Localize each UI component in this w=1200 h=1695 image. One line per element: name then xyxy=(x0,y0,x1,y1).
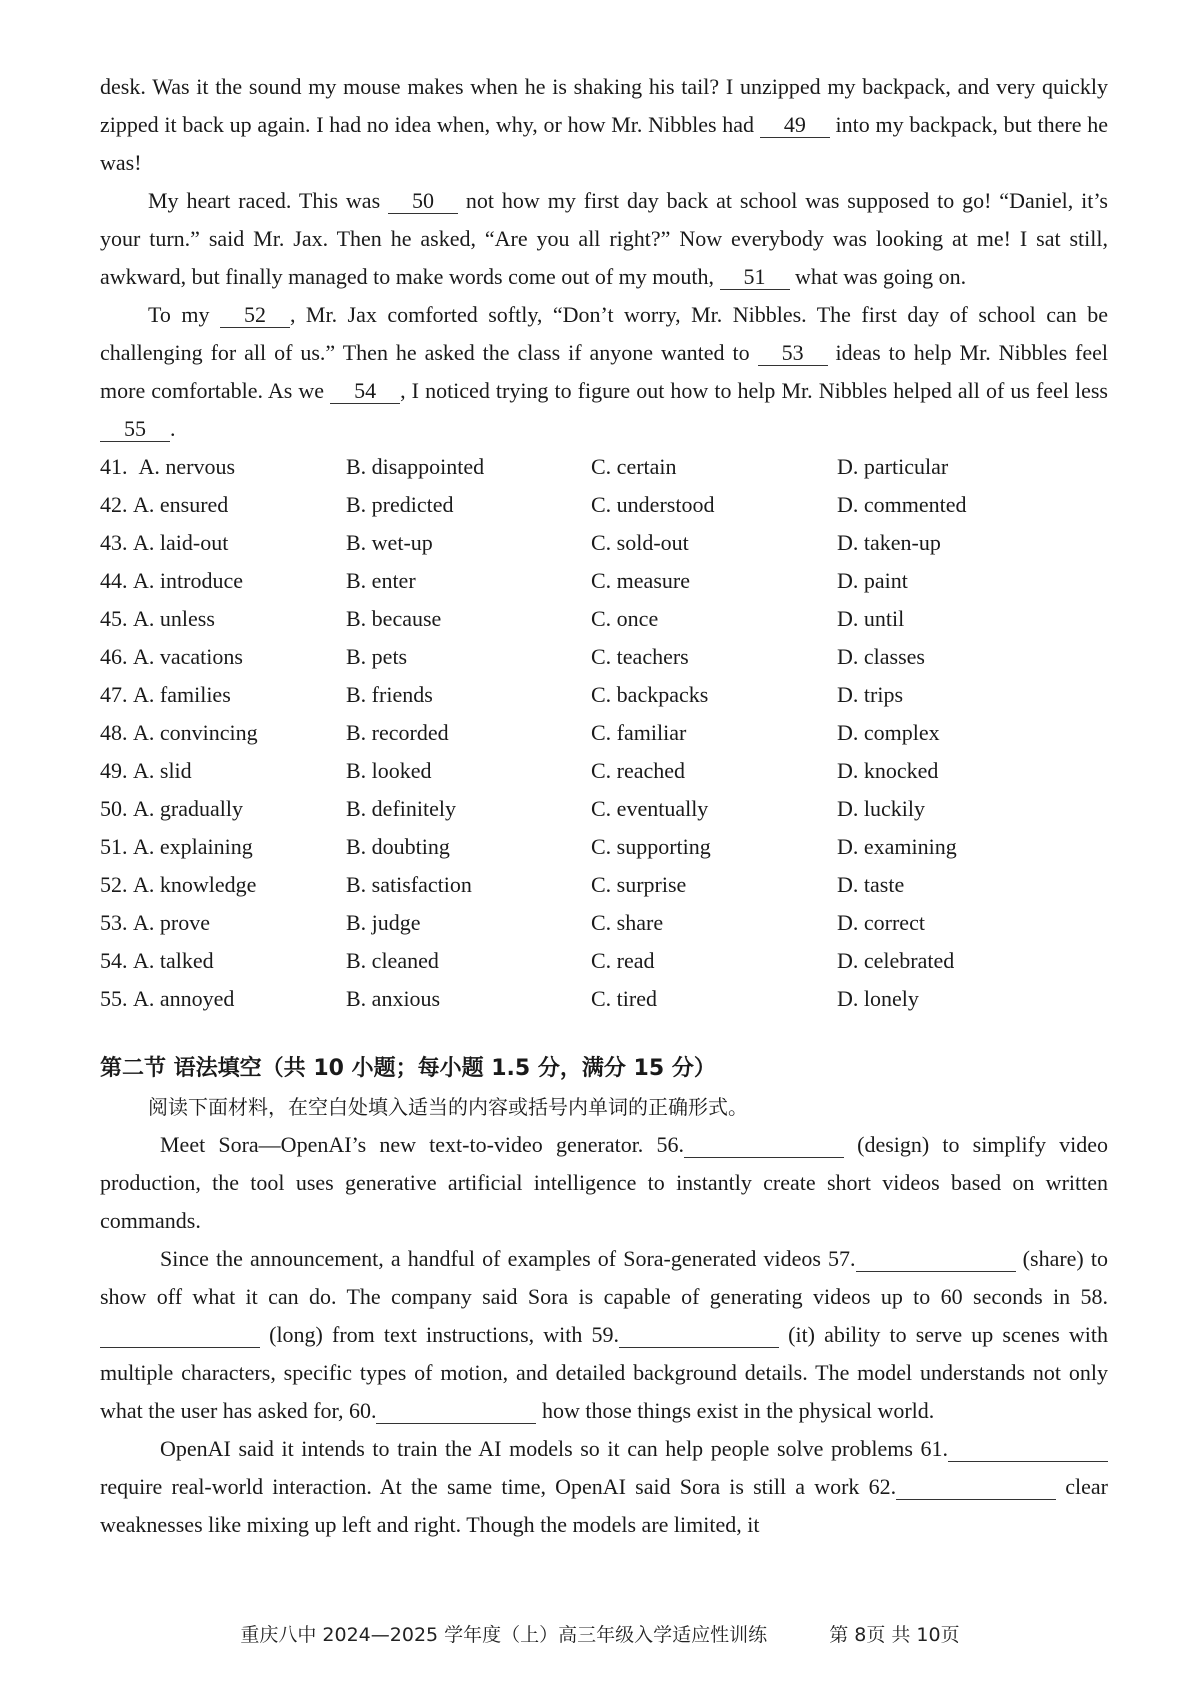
option-b: B. disappointed xyxy=(346,454,485,479)
text-segment: , Mr. Jax comforted softly, “Don’t worry, Mr. Nibbles. The first day of school can be challenging for all of us.” Then he asked the class if anyone wanted to xyxy=(100,302,1109,365)
section-heading: 第二节 语法填空（共 10 小题；每小题 1.5 分，满分 15 分） xyxy=(100,1056,716,1081)
cloze-blank-50: 50 xyxy=(388,189,458,214)
option-c: C. certain xyxy=(591,454,677,479)
fill-blank xyxy=(896,1475,1056,1500)
fill-blank xyxy=(376,1399,536,1424)
option-a-text: A. convincing xyxy=(133,720,258,745)
text-segment: (it) ability to serve up scenes with multiple characters, specific types of motion, and detailed background details. The model understands not only what the user has asked for, 60. xyxy=(100,1322,1108,1423)
option-row xyxy=(100,486,1108,524)
option-a-text: A. unless xyxy=(133,606,215,631)
option-row xyxy=(100,866,1108,904)
fill-blank xyxy=(948,1437,1108,1462)
option-d: D. luckily xyxy=(837,796,925,821)
option-c: C. sold-out xyxy=(591,530,689,555)
text-segment: Meet Sora—OpenAI’s new text-to-video generator. 56. xyxy=(160,1132,684,1157)
option-d: D. taste xyxy=(837,872,905,897)
text-segment: (share) to show off what it can do. The company said Sora is capable of generating videos up to 60 seconds in 58. xyxy=(100,1246,1108,1309)
option-d: D. taken-up xyxy=(837,530,941,555)
question-number: 51. xyxy=(100,834,128,859)
option-a xyxy=(100,910,346,936)
option-a-text: A. nervous xyxy=(138,454,236,479)
text-segment: clear weaknesses like mixing up left and right. Though the models are limited, it xyxy=(100,1474,1108,1537)
question-number: 55. xyxy=(100,986,128,1011)
text-segment: how those things exist in the physical world. xyxy=(536,1398,935,1423)
option-c: C. teachers xyxy=(591,644,689,669)
option-b: B. predicted xyxy=(346,492,454,517)
option-row xyxy=(100,448,1108,486)
option-a-text: A. gradually xyxy=(133,796,243,821)
option-c: C. familiar xyxy=(591,720,687,745)
option-a xyxy=(100,530,346,556)
text-segment: require real-world interaction. At the same time, OpenAI said Sora is still a work 62. xyxy=(100,1474,897,1499)
option-a xyxy=(100,720,346,746)
question-number: 49. xyxy=(100,758,128,783)
text-segment: To my xyxy=(148,302,220,327)
option-b: B. looked xyxy=(346,758,432,783)
option-row xyxy=(100,524,1108,562)
option-c: C. eventually xyxy=(591,796,709,821)
option-c: C. backpacks xyxy=(591,682,709,707)
option-a xyxy=(100,568,346,594)
option-a xyxy=(100,834,346,860)
option-a-text: A. families xyxy=(133,682,231,707)
option-c: C. understood xyxy=(591,492,715,517)
passage-paragraph xyxy=(100,182,1108,296)
option-row xyxy=(100,942,1108,980)
question-number: 48. xyxy=(100,720,128,745)
text-segment: Since the announcement, a handful of examples of Sora-generated videos 57. xyxy=(160,1246,856,1271)
option-row xyxy=(100,904,1108,942)
option-d: D. examining xyxy=(837,834,957,859)
grammar-passage xyxy=(100,1126,1108,1544)
option-b: B. enter xyxy=(346,568,416,593)
question-number: 44. xyxy=(100,568,128,593)
option-c: C. surprise xyxy=(591,872,687,897)
fill-blank xyxy=(619,1323,779,1348)
option-a xyxy=(100,644,346,670)
option-row xyxy=(100,676,1108,714)
option-d: D. lonely xyxy=(837,986,919,1011)
question-number: 46. xyxy=(100,644,128,669)
option-a xyxy=(100,948,346,974)
text-segment: , I noticed trying to figure out how to help Mr. Nibbles helped all of us feel less xyxy=(400,378,1108,403)
option-c: C. read xyxy=(591,948,655,973)
option-a-text: A. ensured xyxy=(133,492,229,517)
grammar-paragraph xyxy=(100,1430,1108,1544)
text-segment: ideas to help Mr. Nibbles feel more comfortable. As we xyxy=(100,340,1108,403)
option-c: C. once xyxy=(591,606,659,631)
option-b: B. wet-up xyxy=(346,530,433,555)
option-a-text: A. introduce xyxy=(133,568,243,593)
option-a-text: A. slid xyxy=(133,758,192,783)
cloze-blank-51: 51 xyxy=(720,265,790,290)
option-row xyxy=(100,638,1108,676)
question-number: 41. xyxy=(100,454,128,479)
option-row xyxy=(100,980,1108,1018)
option-c: C. tired xyxy=(591,986,657,1011)
cloze-blank-54: 54 xyxy=(330,379,400,404)
option-c: C. measure xyxy=(591,568,690,593)
option-d: D. trips xyxy=(837,682,903,707)
option-b: B. recorded xyxy=(346,720,449,745)
passage-paragraph xyxy=(100,68,1108,182)
option-d: D. until xyxy=(837,606,905,631)
cloze-passage xyxy=(100,68,1108,448)
option-b: B. definitely xyxy=(346,796,456,821)
option-a-text: A. prove xyxy=(133,910,210,935)
passage-paragraph xyxy=(100,296,1108,448)
exam-page xyxy=(100,68,1108,1544)
text-segment: (long) from text instructions, with 59. xyxy=(260,1322,620,1347)
grammar-paragraph xyxy=(100,1240,1108,1430)
option-b: B. friends xyxy=(346,682,433,707)
text-segment: (design) to simplify video production, the tool uses generative artificial intelligence to instantly create short videos based on written commands. xyxy=(100,1132,1108,1233)
option-row xyxy=(100,600,1108,638)
option-row xyxy=(100,790,1108,828)
text-segment: . xyxy=(170,416,176,441)
option-a xyxy=(100,986,346,1012)
option-d: D. correct xyxy=(837,910,925,935)
cloze-blank-52: 52 xyxy=(220,303,290,328)
option-d: D. paint xyxy=(837,568,908,593)
question-number: 54. xyxy=(100,948,128,973)
option-a-text: A. talked xyxy=(133,948,214,973)
options-table xyxy=(100,448,1108,1018)
option-a xyxy=(100,454,346,480)
fill-blank xyxy=(684,1133,844,1158)
option-row xyxy=(100,562,1108,600)
question-number: 47. xyxy=(100,682,128,707)
page-footer xyxy=(0,1620,1200,1647)
option-a-text: A. annoyed xyxy=(133,986,235,1011)
question-number: 52. xyxy=(100,872,128,897)
section-instruction: 阅读下面材料，在空白处填入适当的内容或括号内单词的正确形式。 xyxy=(148,1095,748,1119)
cloze-blank-49: 49 xyxy=(760,113,830,138)
option-d: D. complex xyxy=(837,720,940,745)
option-d: D. knocked xyxy=(837,758,939,783)
option-b: B. judge xyxy=(346,910,421,935)
question-number: 43. xyxy=(100,530,128,555)
grammar-paragraph xyxy=(100,1126,1108,1240)
option-d: D. commented xyxy=(837,492,967,517)
option-b: B. satisfaction xyxy=(346,872,472,897)
footer-title: 重庆八中 2024—2025 学年度（上）高三年级入学适应性训练 xyxy=(240,1624,768,1646)
option-b: B. because xyxy=(346,606,442,631)
option-a-text: A. vacations xyxy=(133,644,243,669)
option-a xyxy=(100,492,346,518)
option-a xyxy=(100,682,346,708)
text-segment: My heart raced. This was xyxy=(148,188,389,213)
option-a-text: A. explaining xyxy=(133,834,253,859)
option-a xyxy=(100,758,346,784)
cloze-blank-55: 55 xyxy=(100,417,170,442)
question-number: 50. xyxy=(100,796,128,821)
option-a xyxy=(100,796,346,822)
option-a xyxy=(100,606,346,632)
option-c: C. supporting xyxy=(591,834,711,859)
option-row xyxy=(100,752,1108,790)
question-number: 45. xyxy=(100,606,128,631)
option-d: D. classes xyxy=(837,644,925,669)
fill-blank xyxy=(100,1323,260,1348)
text-segment: desk. Was it the sound my mouse makes when he is shaking his tail? I unzipped my backpack, and very quickly zipped it back up again. I had no idea when, why, or how Mr. Nibbles had xyxy=(100,74,1108,137)
option-c: C. share xyxy=(591,910,664,935)
text-segment: what was going on. xyxy=(789,264,967,289)
option-b: B. anxious xyxy=(346,986,441,1011)
question-number: 53. xyxy=(100,910,128,935)
option-b: B. pets xyxy=(346,644,408,669)
option-row xyxy=(100,714,1108,752)
question-number: 42. xyxy=(100,492,128,517)
option-b: B. cleaned xyxy=(346,948,439,973)
option-a-text: A. laid-out xyxy=(133,530,229,555)
option-a-text: A. knowledge xyxy=(133,872,257,897)
text-segment: into my backpack, but there he was! xyxy=(100,112,1108,175)
cloze-blank-53: 53 xyxy=(758,341,828,366)
fill-blank xyxy=(856,1247,1016,1272)
option-row xyxy=(100,828,1108,866)
option-c: C. reached xyxy=(591,758,686,783)
option-b: B. doubting xyxy=(346,834,450,859)
footer-page-number: 第 8页 共 10页 xyxy=(829,1624,960,1646)
text-segment: not how my first day back at school was supposed to go! “Daniel, it’s your turn.” said Mr. Jax. Then he asked, “Are you all right?” Now everybody was looking at me! I sat still, awkward, but finally managed to make words come out of my mouth, xyxy=(100,188,1108,289)
option-d: D. particular xyxy=(837,454,949,479)
option-a xyxy=(100,872,346,898)
option-d: D. celebrated xyxy=(837,948,955,973)
text-segment: OpenAI said it intends to train the AI models so it can help people solve problems 61. xyxy=(160,1436,948,1461)
